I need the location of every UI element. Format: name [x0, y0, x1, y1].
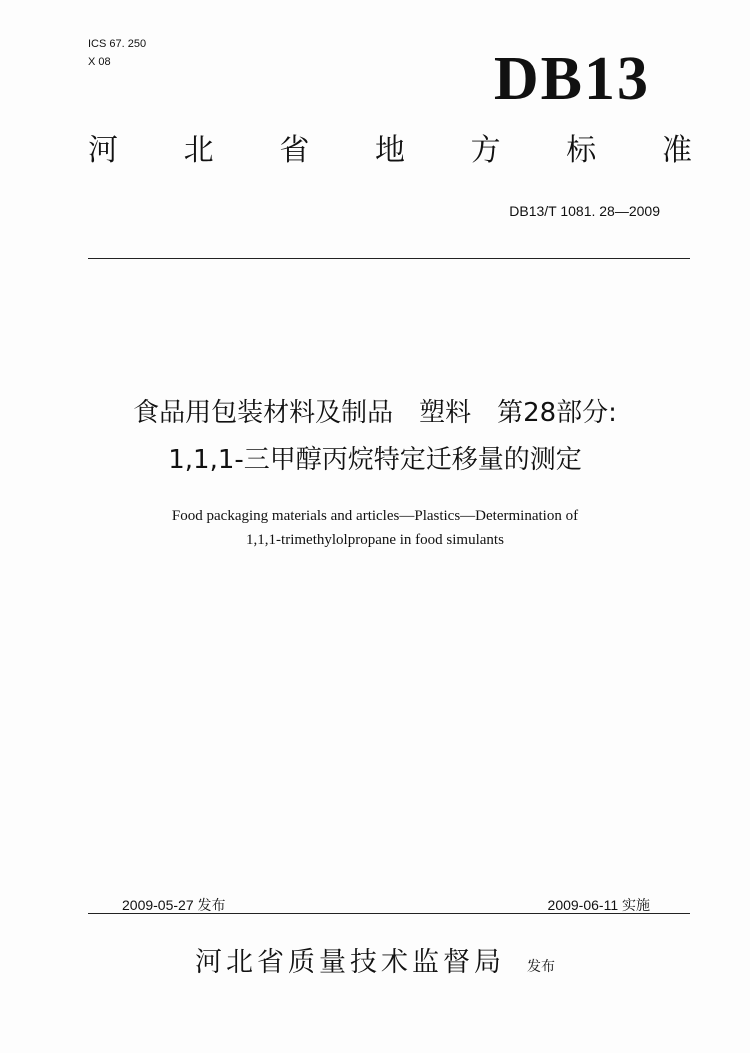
footer-divider — [88, 913, 690, 914]
publisher-name: 河北省质量技术监督局 — [195, 947, 505, 978]
implementation-date: 2009-06-11 实施 — [547, 897, 650, 913]
publisher-row — [0, 940, 750, 979]
standard-type-char: 河 — [88, 133, 118, 168]
standard-type-char: 准 — [661, 133, 692, 168]
classification-code: X 08 — [88, 56, 111, 68]
publish-label: 发布 — [527, 959, 555, 975]
standard-type-char: 北 — [183, 133, 214, 168]
standard-logo: DB13 — [493, 45, 650, 113]
standard-type-char: 省 — [279, 133, 310, 168]
title-chinese-line-1: 食品用包装材料及制品 塑料 第28部分: — [133, 398, 617, 428]
standard-type-char: 地 — [374, 133, 405, 168]
standard-number: DB13/T 1081. 28—2009 — [509, 203, 660, 219]
standard-type-char: 方 — [470, 133, 501, 168]
standard-type-heading — [88, 133, 692, 168]
standard-type-char: 标 — [566, 133, 597, 168]
title-english-line-1: Food packaging materials and articles—Plastics—Determination of — [171, 508, 579, 524]
issue-date: 2009-05-27 发布 — [122, 897, 226, 913]
ics-code: ICS 67. 250 — [88, 38, 147, 50]
title-english-line-2: 1,1,1-trimethylolpropane in food simulants — [246, 532, 504, 548]
title-chinese-line-2: 1,1,1-三甲醇丙烷特定迁移量的测定 — [168, 445, 582, 475]
header-divider — [88, 258, 690, 259]
